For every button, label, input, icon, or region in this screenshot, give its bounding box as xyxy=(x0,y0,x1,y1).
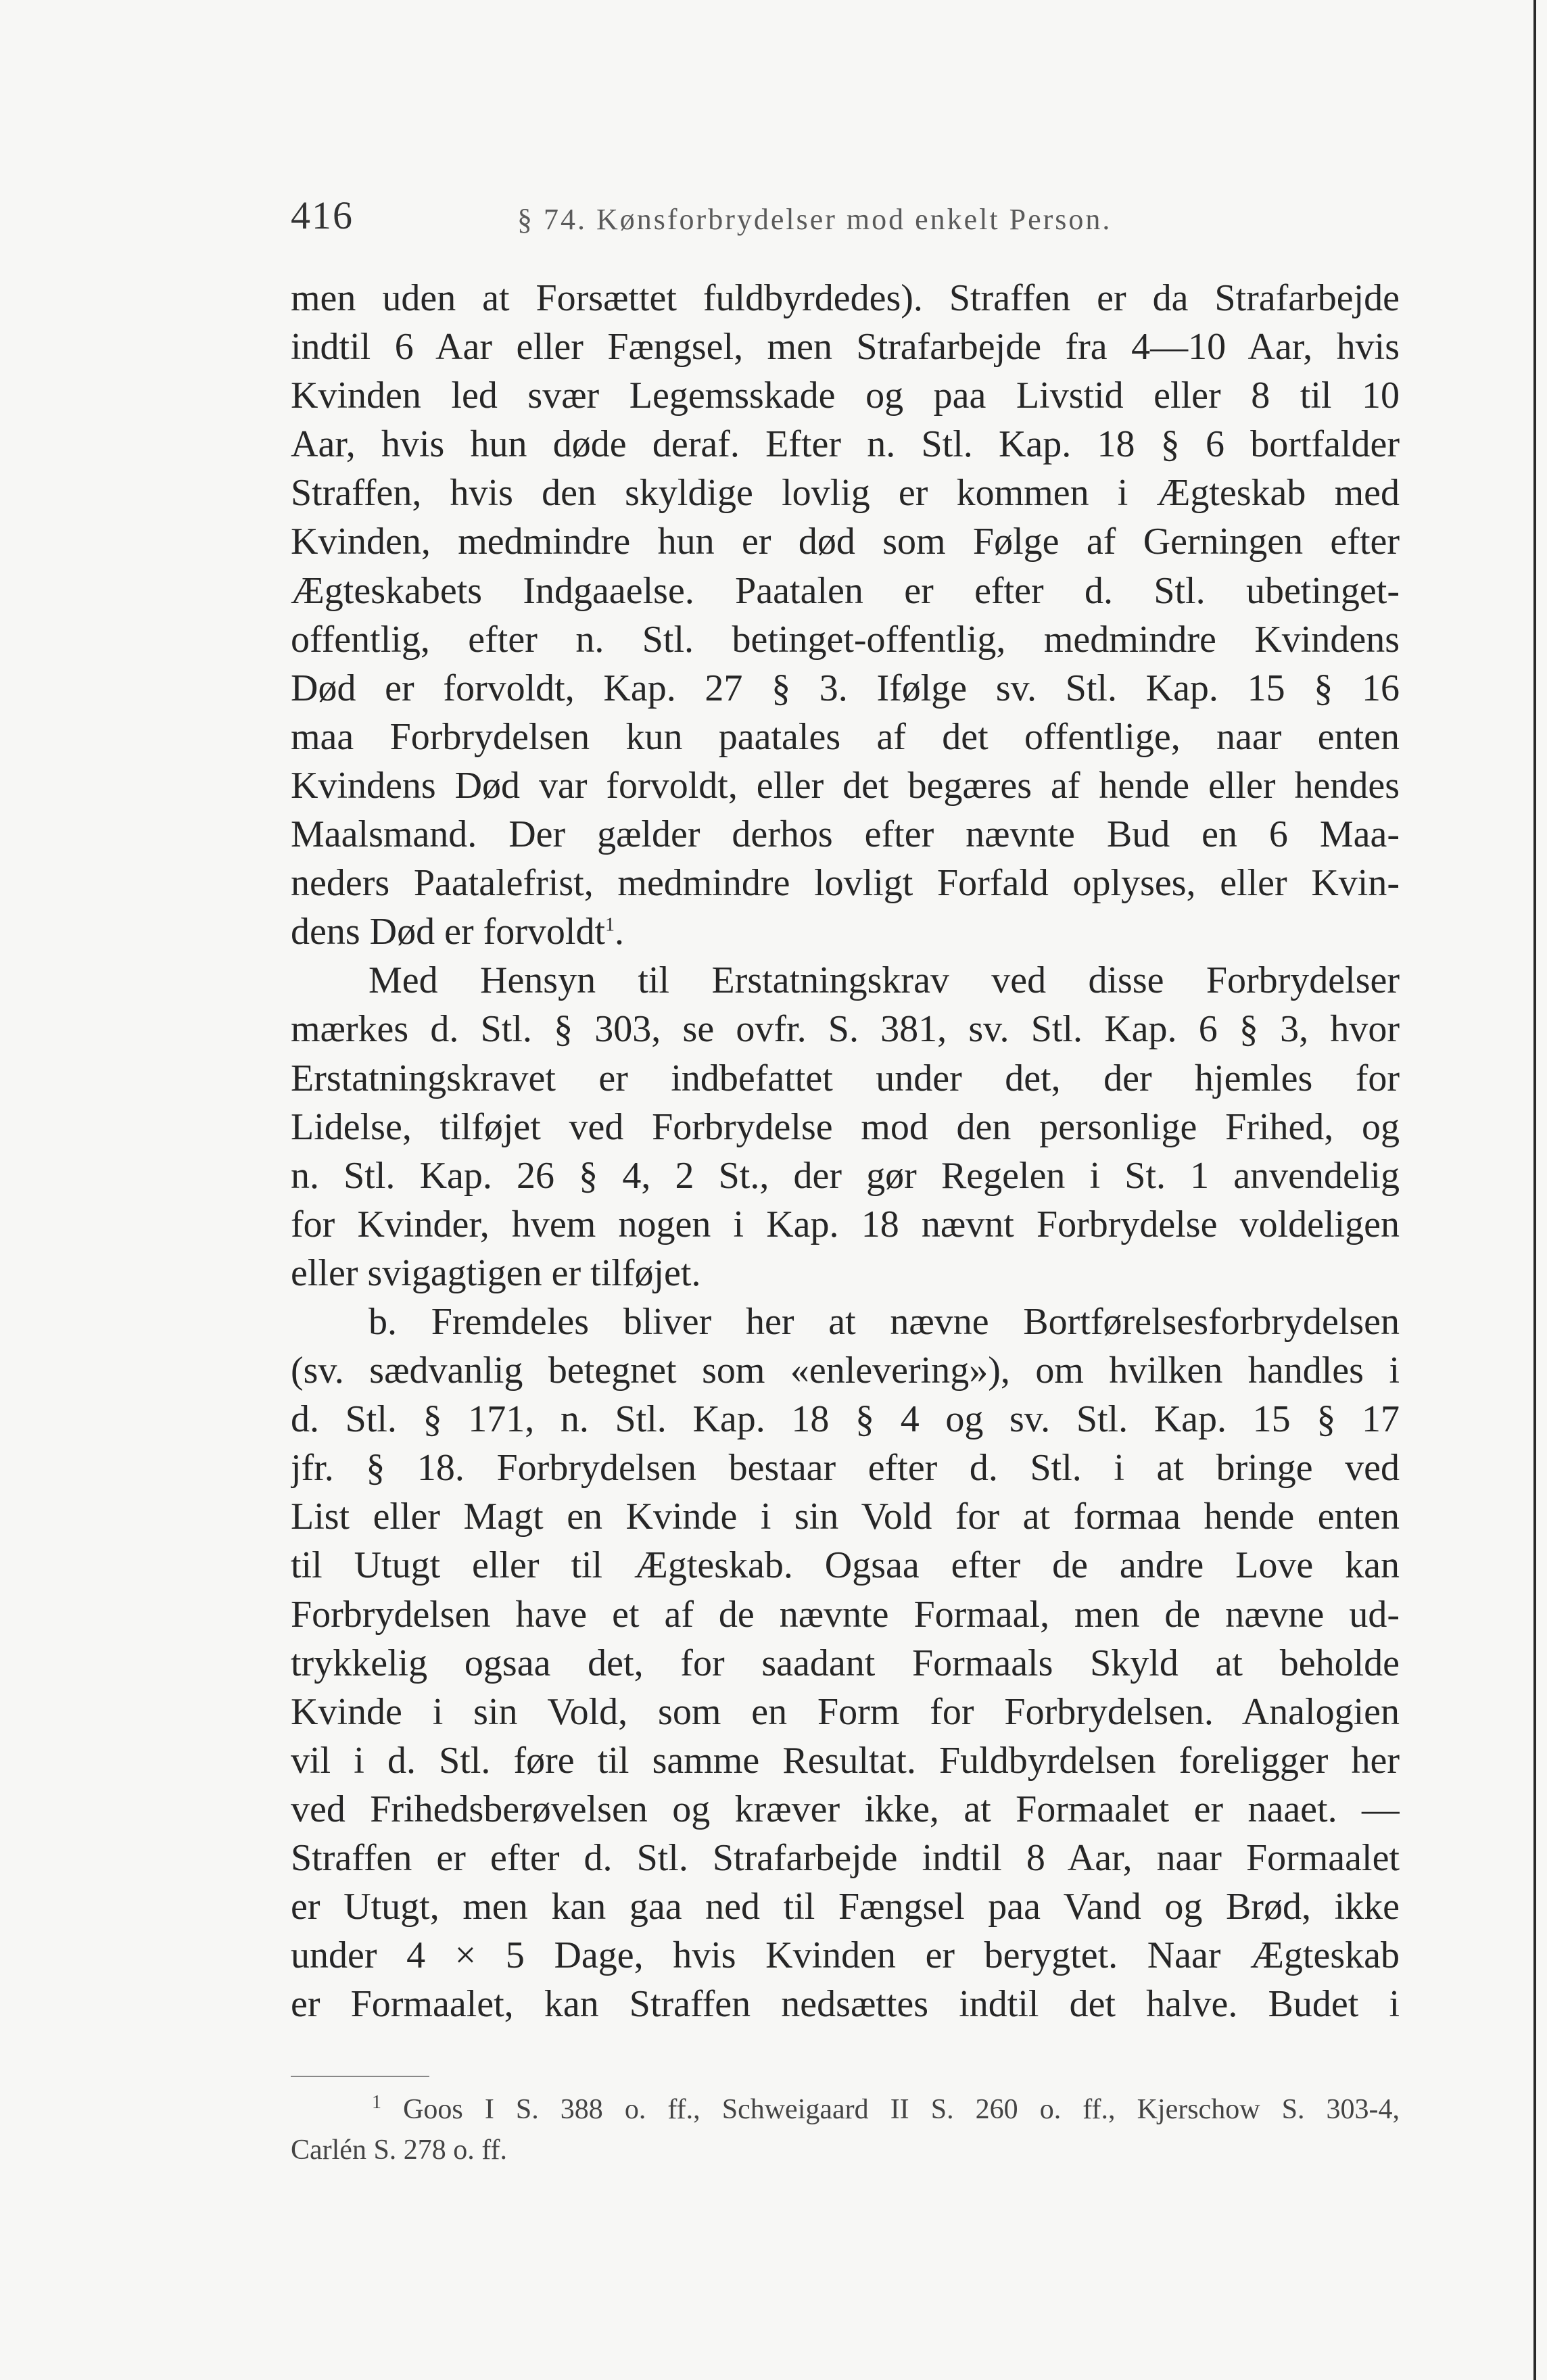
text-line: Ægteskabets Indgaaelse. Paatalen er efter d. Stl. ubetinget- xyxy=(291,569,1400,612)
text-line-content: dens Død er forvoldt xyxy=(291,911,606,953)
text-line: Erstatningskravet er indbefattet under det, der hjemles for xyxy=(291,1057,1400,1099)
text-line: maa Forbrydelsen kun paatales af det offentlige, naar enten xyxy=(291,715,1400,758)
footnotes xyxy=(291,2089,1400,2170)
footnote-separator xyxy=(291,2076,429,2077)
text-line: Straffen, hvis den skyldige lovlig er kommen i Ægteskab med xyxy=(291,472,1400,515)
text-line: Kvinden, medmindre hun er død som Følge af Gerningen efter xyxy=(291,521,1400,563)
text-line: Straffen er efter d. Stl. Strafarbejde indtil 8 Aar, naar Formaalet xyxy=(291,1837,1400,1879)
text-line: d. Stl. § 171, n. Stl. Kap. 18 § 4 og sv. Stl. Kap. 15 § 17 xyxy=(291,1398,1400,1441)
text-line: men uden at Forsættet fuldbyrdedes). Straffen er da Strafarbejde xyxy=(291,277,1400,319)
text-line: Aar, hvis hun døde deraf. Efter n. Stl. Kap. 18 § 6 bortfalder xyxy=(291,423,1400,466)
text-line: er Utugt, men kan gaa ned til Fængsel paa Vand og Brød, ikke xyxy=(291,1886,1400,1928)
text-line: offentlig, efter n. Stl. betinget-offentlig, medmindre Kvindens xyxy=(291,618,1400,661)
text-line: Lidelse, tilføjet ved Forbrydelse mod den personlige Frihed, og xyxy=(291,1105,1400,1148)
text-line: (sv. sædvanlig betegnet som «enlevering»), om hvilken handles i xyxy=(291,1350,1400,1392)
text-line: Forbrydelsen have et af de nævnte Formaal, men de nævne ud- xyxy=(291,1593,1400,1636)
footnote-line: Carlén S. 278 o. ff. xyxy=(291,2135,508,2166)
text-line: eller svigagtigen er tilføjet. xyxy=(291,1252,701,1294)
text-line: Død er forvoldt, Kap. 27 § 3. Ifølge sv. Stl. Kap. 15 § 16 xyxy=(291,667,1400,709)
text-line: List eller Magt en Kvinde i sin Vold for at formaa hende enten xyxy=(291,1496,1400,1538)
text-line: Maalsmand. Der gælder derhos efter nævnte Bud en 6 Maa- xyxy=(291,813,1400,856)
text-line: n. Stl. Kap. 26 § 4, 2 St., der gør Regelen i St. 1 anvendelig xyxy=(291,1154,1400,1197)
text-line: indtil 6 Aar eller Fængsel, men Strafarbejde fra 4—10 Aar, hvis xyxy=(291,326,1400,368)
text-line: mærkes d. Stl. § 303, se ovfr. S. 381, sv. Stl. Kap. 6 § 3, hvor xyxy=(291,1008,1400,1051)
text-line: ved Frihedsberøvelsen og kræver ikke, at Formaalet er naaet. — xyxy=(291,1788,1400,1830)
page-edge-rule xyxy=(1533,0,1536,2380)
text-line: vil i d. Stl. føre til samme Resultat. Fuldbyrdelsen foreligger her xyxy=(291,1739,1400,1782)
running-head: § 74. Kønsforbrydelser mod enkelt Person. xyxy=(517,203,1112,236)
text-line: trykkelig ogsaa det, for saadant Formaals Skyld at beholde xyxy=(291,1642,1400,1684)
text-line: til Utugt eller til Ægteskab. Ogsaa efter de andre Love kan xyxy=(291,1544,1400,1587)
text-line: under 4 × 5 Dage, hvis Kvinden er berygtet. Naar Ægteskab xyxy=(291,1934,1400,1977)
page-number: 416 xyxy=(291,193,354,237)
body-text xyxy=(291,274,1400,2028)
text-line: for Kvinder, hvem nogen i Kap. 18 nævnt Forbrydelse voldeligen xyxy=(291,1203,1400,1245)
text-line-with-footnote: dens Død er forvoldt$^1$. xyxy=(291,911,625,953)
footnote-marker: 1 xyxy=(372,2092,381,2113)
text-line: Kvindens Død var forvoldt, eller det begæres af hende eller hendes xyxy=(291,764,1400,807)
text-line: Kvinden led svær Legemsskade og paa Livstid eller 8 til 10 xyxy=(291,375,1400,417)
text-line: Kvinde i sin Vold, som en Form for Forbrydelsen. Analogien xyxy=(291,1690,1400,1733)
footnote-line xyxy=(291,2089,1400,2130)
text-line: jfr. § 18. Forbrydelsen bestaar efter d. Stl. i at bringe ved xyxy=(291,1447,1400,1490)
footnote-text: Goos I S. 388 o. ff., Schweigaard II S. 260 o. ff., Kjerschow S. 303-4, xyxy=(403,2094,1400,2125)
text-line: Med Hensyn til Erstatningskrav ved disse Forbrydelser xyxy=(368,959,1400,1002)
text-line: neders Paatalefrist, medmindre lovligt Forfald oplyses, eller Kvin- xyxy=(291,862,1400,905)
footnote-reference: 1 xyxy=(605,914,615,936)
text-line: b. Fremdeles bliver her at nævne Bortførelsesforbrydelsen xyxy=(368,1300,1400,1343)
text-line: er Formaalet, kan Straffen nedsættes indtil det halve. Budet i xyxy=(291,1983,1400,2026)
page-header xyxy=(291,193,1400,247)
